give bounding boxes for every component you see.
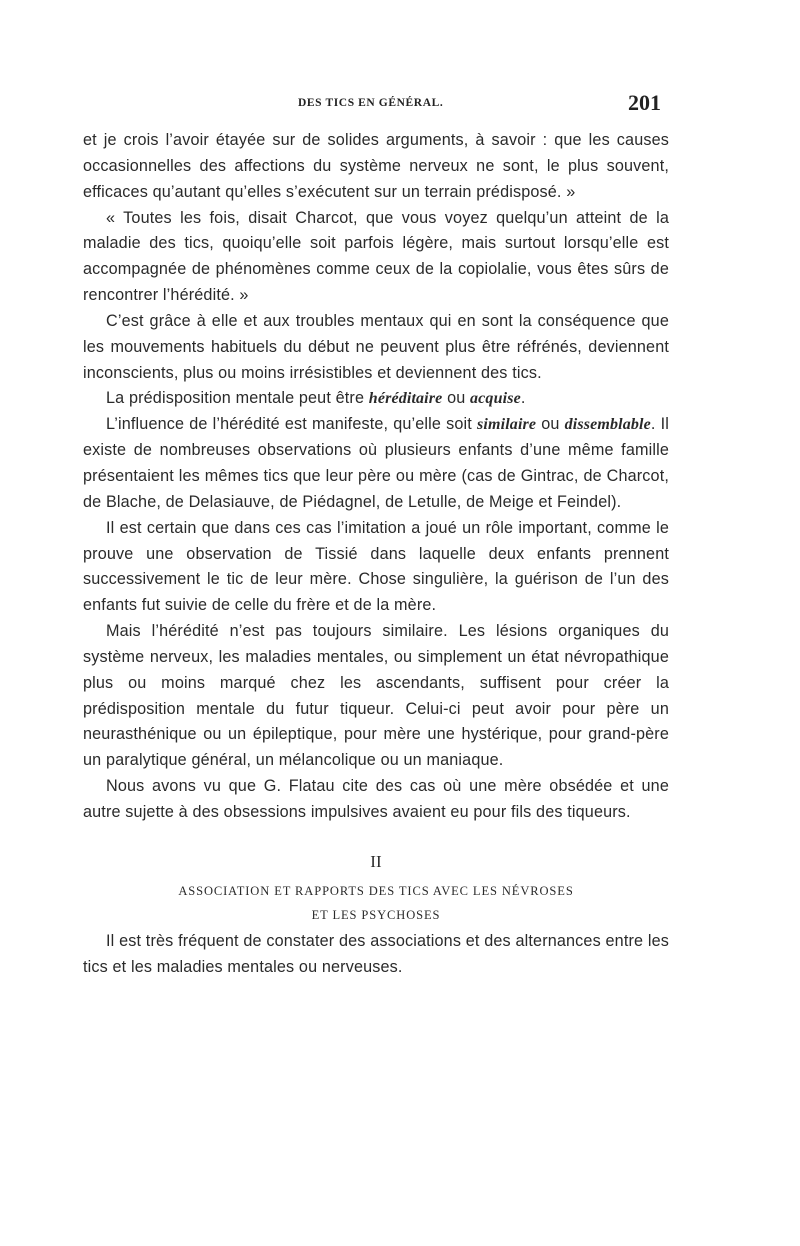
section-title bbox=[83, 879, 669, 927]
paragraph-4-emphasis-hereditaire: héréditaire bbox=[368, 390, 443, 408]
paragraph-6: Il est certain que dans ces cas l’imitation a joué un rôle important, comme le prouve une observation de Tissié dans laquelle deux enfants prennent successivement le tic de leur mère. Chose singulière, la guérison de l’un des enfants fut suivie de celle du frère et de la mère. bbox=[83, 518, 669, 615]
section-numeral: II bbox=[370, 851, 382, 871]
page-number: 201 bbox=[628, 90, 661, 115]
paragraph-4-text-a: La prédisposition mentale peut être bbox=[106, 389, 369, 408]
paragraph-5-text-b: ou bbox=[536, 415, 565, 434]
paragraph-8: Nous avons vu que G. Flatau cite des cas où une mère obsédée et une autre sujette à des obsessions impulsives avaient eu pour fils des tiqueurs. bbox=[83, 777, 669, 821]
paragraph-4-text-c: . bbox=[520, 389, 526, 408]
paragraph-5-text-a: L’influence de l’hérédité est manifeste, qu’elle soit bbox=[106, 415, 478, 434]
paragraph-1: et je crois l’avoir étayée sur de solides arguments, à savoir : que les causes occasionnelles des affections du système nerveux ne sont, le plus souvent, efficaces qu’autant qu’elles s’exécutent sur un terrain prédisposé. » bbox=[83, 131, 669, 201]
running-head: DES TICS EN GÉNÉRAL. bbox=[298, 97, 444, 109]
paragraph-4-text-b: ou bbox=[442, 389, 471, 408]
paragraph-9: Il est très fréquent de constater des associations et des alternances entre les tics et les maladies mentales ou nerveuses. bbox=[83, 931, 669, 976]
section-title-line-1: ASSOCIATION ET RAPPORTS DES TICS AVEC LES NÉVROSES bbox=[178, 883, 574, 898]
paragraph-5-emphasis-dissemblable: dissemblable bbox=[564, 416, 651, 434]
paragraph-5-text-c: . Il existe de nombreuses observations où plusieurs enfants d’une même famille présentaient les mêmes tics que leur père ou mère (cas de Gintrac, de Charcot, de Blache, de Delasiauve, de Piédagnel, de Letulle, de Meige et Feindel). bbox=[83, 415, 669, 511]
section-title-line-2: ET LES PSYCHOSES bbox=[311, 907, 441, 922]
paragraph-4 bbox=[83, 386, 669, 412]
paragraph-2: « Toutes les fois, disait Charcot, que vous voyez quelqu’un atteint de la maladie des tics, quoiqu’elle soit parfois légère, mais surtout lorsqu’elle est accompagnée de phénomènes comme ceux de la copiolalie, vous êtes sûrs de rencontrer l’hérédité. » bbox=[83, 208, 669, 305]
paragraph-7: Mais l’hérédité n’est pas toujours similaire. Les lésions organiques du système nerveux, les maladies mentales, ou simplement un état névropathique plus ou moins marqué chez les ascendants, suffisent pour créer la prédisposition mentale du futur tiqueur. Celui-ci peut avoir pour père un neurasthénique ou un épileptique, pour mère une hystérique, pour grand-père un paralytique général, un mélancolique ou un maniaque. bbox=[83, 622, 669, 770]
paragraph-5-emphasis-similaire: similaire bbox=[477, 416, 537, 434]
paragraph-3: C’est grâce à elle et aux troubles mentaux qui en sont la conséquence que les mouvements habituels du début ne peuvent plus être réfrénés, deviennent inconscients, plus ou moins irrésistibles et deviennent des tics. bbox=[83, 311, 669, 382]
body-text bbox=[83, 128, 669, 980]
paragraph-5 bbox=[83, 412, 669, 515]
paragraph-4-emphasis-acquise: acquise bbox=[470, 390, 521, 408]
